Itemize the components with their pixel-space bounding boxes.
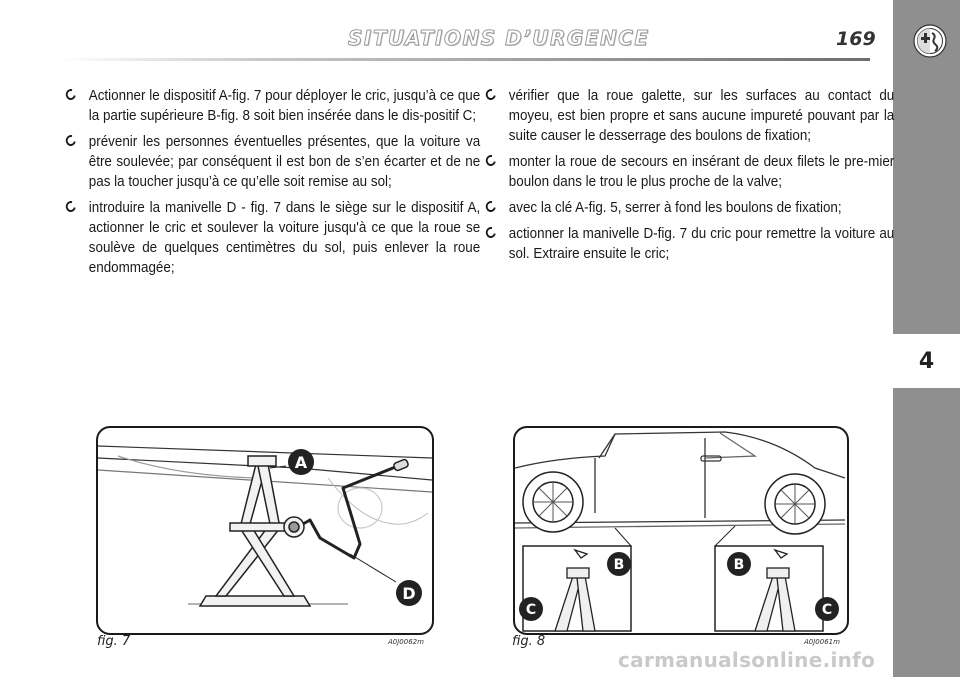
right-text-column [483,86,895,270]
svg-text:C: C [821,602,833,618]
chapter-sidebar [893,0,960,677]
callout-d [396,580,422,606]
figure-7-code: A0J0062m [388,638,424,646]
svg-text:B: B [733,557,745,573]
bullet-icon [64,133,78,148]
list-item-text: prévenir les personnes éventuelles présentes, que la voiture va être soulevée; par conséquent il est bon de s’en écarter et de ne pas la toucher jusqu’à ce qu’elle soit remise au sol; [88,134,481,190]
list-item [63,198,480,278]
figure-7-label: fig. 7 [97,634,131,649]
bullet-icon [484,87,498,102]
header-rule [60,58,870,61]
left-text-column [63,86,481,284]
list-item-text: avec la clé A-fig. 5, serrer à fond les boulons de fixation; [508,200,842,216]
list-item [483,152,894,192]
bullet-icon [64,199,78,214]
chapter-tab[interactable]: 4 [893,334,960,388]
callout-c-right [815,597,839,621]
sidebar-lower-band [893,388,960,677]
figure-8-code: A0J0061m [804,638,840,646]
svg-text:C: C [525,602,537,618]
list-item [483,224,894,264]
page-number: 169 [836,28,876,50]
svg-text:D: D [402,584,416,603]
svg-text:B: B [613,557,625,573]
callout-c-left [519,597,543,621]
bullet-icon [484,153,498,168]
bullet-icon [64,87,78,102]
list-item-text: introduire la manivelle D - fig. 7 dans le siège sur le dispositif A, actionner le cric et soulever la voiture jusqu'à ce que la roue se soulève de quelques centimètres du sol, puis enlever la roue endommagée; [88,200,481,276]
list-item-text: Actionner le dispositif A-fig. 7 pour déployer le cric, jusqu’à ce que la partie supérieure B-fig. 8 soit bien insérée dans le dis-positif C; [88,88,481,124]
list-item [63,132,480,192]
car-jack-points-drawing [515,428,847,633]
list-item-text: vérifier que la roue galette, sur les surfaces au contact du moyeu, est bien propre et sans aucune impureté pouvant par la suite causer le desserrage des boulons de fixation; [508,88,895,144]
list-item-text: monter la roue de secours en insérant de deux filets le pre-mier boulon dans le trou le plus proche de la valve; [508,154,895,190]
list-item [483,86,894,146]
jack-drawing [98,428,432,633]
callout-b-right [727,552,751,576]
list-item-text: actionner la manivelle D-fig. 7 du cric pour remettre la voiture au sol. Extraire ensuite le cric; [508,226,895,262]
figure-8-car-illustration [513,426,849,635]
figure-7-jack-illustration [96,426,434,635]
list-item [63,86,480,126]
list-item [483,198,894,218]
alfa-romeo-logo-icon [913,24,947,58]
figure-8-label: fig. 8 [512,634,546,649]
svg-text:A: A [294,453,308,472]
bullet-icon [484,225,498,240]
section-title: SITUATIONS D’URGENCE [348,26,650,50]
bullet-icon [484,199,498,214]
callout-b-left [607,552,631,576]
watermark: carmanualsonline.info [618,648,876,672]
callout-a [288,449,314,475]
